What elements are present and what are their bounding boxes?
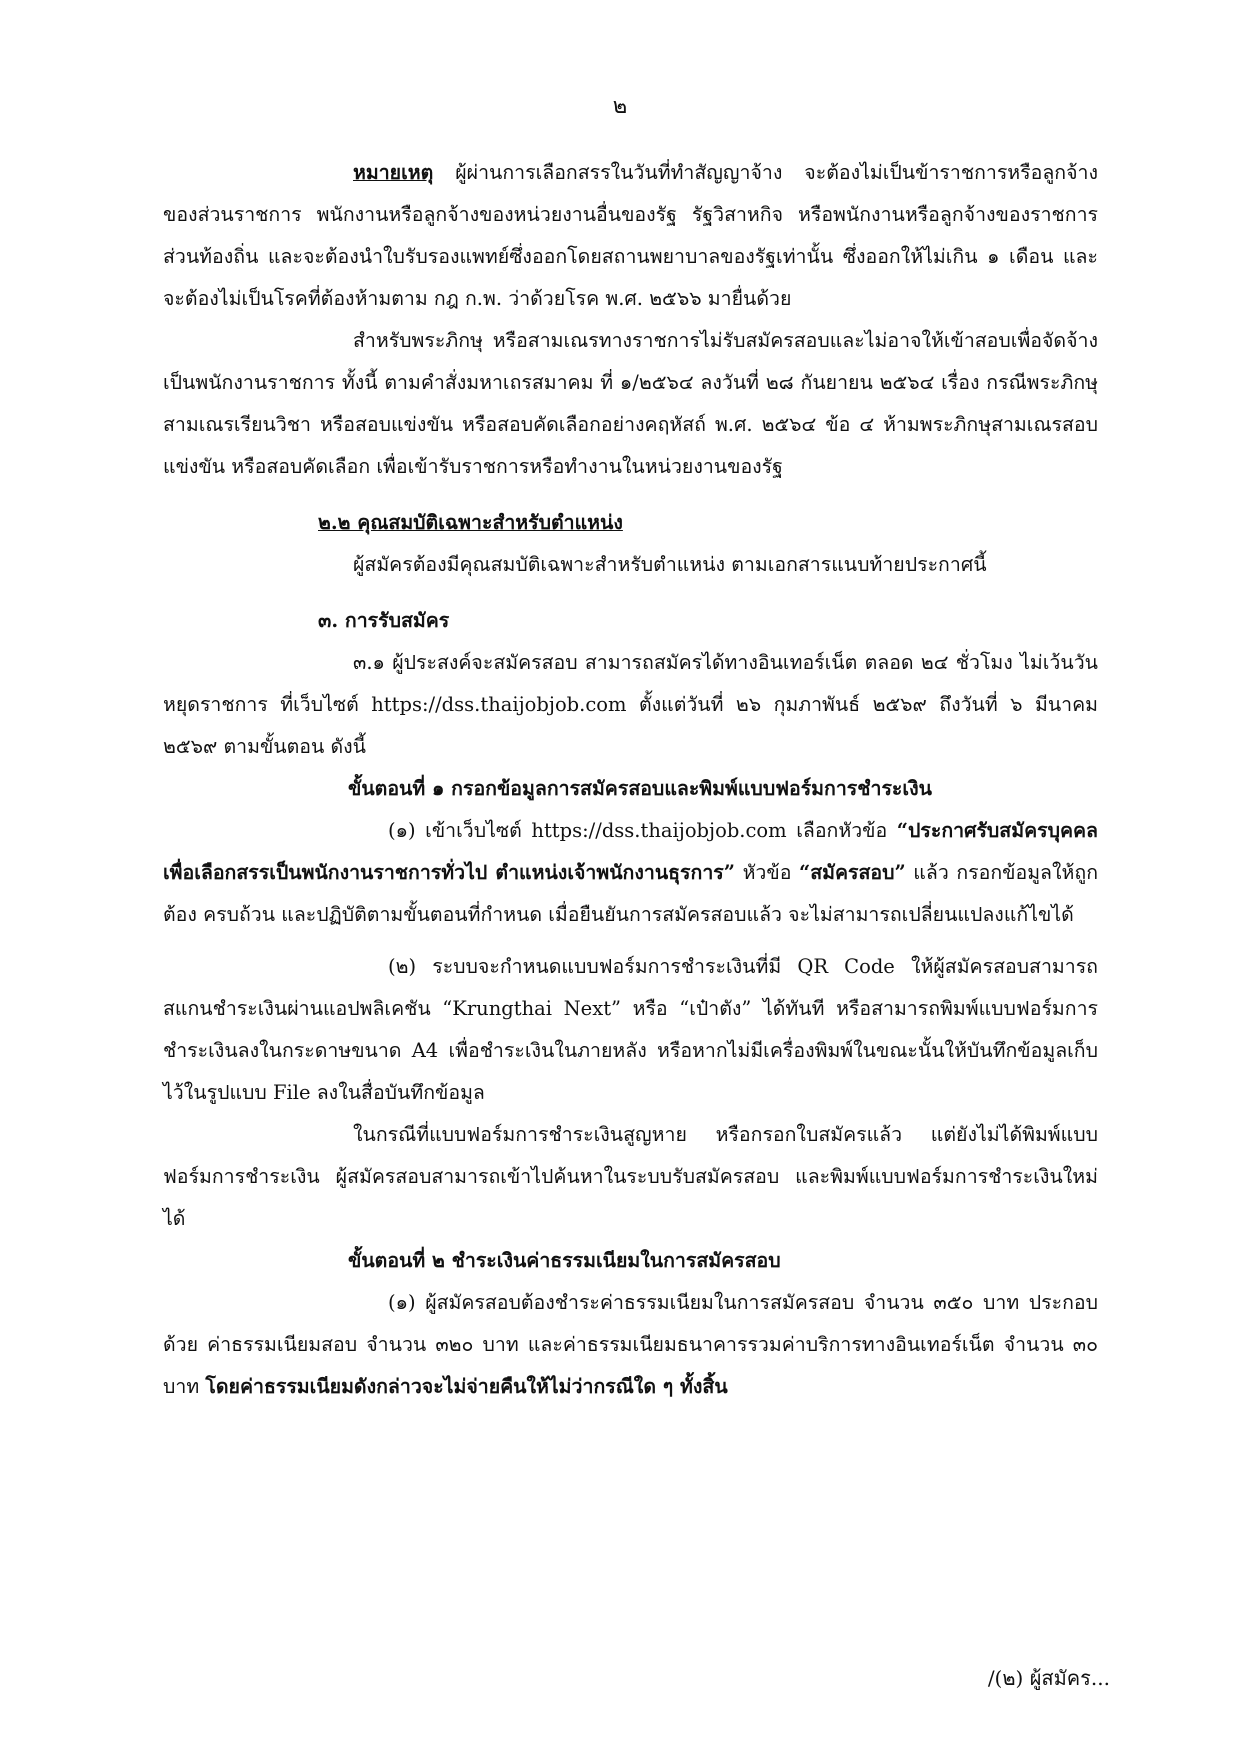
step-1-heading: ขั้นตอนที่ ๑ กรอกข้อมูลการสมัครสอบและพิมพ์แบบฟอร์มการชำระเงิน (348, 777, 932, 800)
step-2-item-1: (๑) ผู้สมัครสอบต้องชำระค่าธรรมเนียมในการสมัครสอบ จำนวน ๓๕๐ บาท ประกอบด้วย ค่าธรรมเนียมสอบ จำนวน ๓๒๐ บาท และค่าธรรมเนียมธนาคารรวมค่าบริการทางอินเทอร์เน็ต จำนวน ๓๐ บาท โดยค่าธรรมเนียมดังกล่าวจะไม่จ่ายคืนให้ไม่ว่ากรณีใด ๆ ทั้งสิ้น (163, 1291, 1098, 1398)
step-2-heading: ขั้นตอนที่ ๒ ชำระเงินค่าธรรมเนียมในการสมัครสอบ (348, 1249, 781, 1272)
step-1-item-1: (๑) เข้าเว็บไซต์ https://dss.thaijobjob.com เลือกหัวข้อ “ประกาศรับสมัครบุคคลเพื่อเลือกสรรเป็นพนักงานราชการทั่วไป ตำแหน่งเจ้าพนักงานธุรการ” หัวข้อ “สมัครสอบ” แล้ว กรอกข้อมูลให้ถูกต้อง ครบถ้วน และปฏิบัติตามขั้นตอนที่กำหนด เมื่อยืนยันการสมัครสอบแล้ว จะไม่สามารถเปลี่ยนแปลงแก้ไขได้ (163, 819, 1098, 926)
page-number: ๒ (612, 94, 628, 119)
section-2-2-heading: ๒.๒ คุณสมบัติเฉพาะสำหรับตำแหน่ง (318, 511, 623, 534)
section-3-heading: ๓. การรับสมัคร (318, 609, 450, 632)
note-paragraph (163, 152, 1098, 320)
note-text: ผู้ผ่านการเลือกสรรในวันที่ทำสัญญาจ้าง จะต้องไม่เป็นข้าราชการหรือลูกจ้างของส่วนราชการ พนักงานหรือลูกจ้างของหน่วยงานอื่นของรัฐ รัฐวิสาหกิจ หรือพนักงานหรือลูกจ้างของราชการส่วนท้องถิ่น และจะต้องนำใบรับรองแพทย์ซึ่งออกโดยสถานพยาบาลของรัฐเท่านั้น ซึ่งออกให้ไม่เกิน ๑ เดือน และจะต้องไม่เป็นโรคที่ต้องห้ามตาม กฎ ก.พ. ว่าด้วยโรค พ.ศ. ๒๕๖๖ มายื่นด้วย (163, 161, 1098, 310)
section-3-1-paragraph: ๓.๑ ผู้ประสงค์จะสมัครสอบ สามารถสมัครได้ทางอินเทอร์เน็ต ตลอด ๒๔ ชั่วโมง ไม่เว้นวันหยุดราชการ ที่เว็บไซต์ https://dss.thaijobjob.com ตั้งแต่วันที่ ๒๖ กุมภาพันธ์ ๒๕๖๙ ถึงวันที่ ๖ มีนาคม ๒๕๖๙ ตามขั้นตอน ดังนี้ (163, 651, 1098, 758)
monk-paragraph: สำหรับพระภิกษุ หรือสามเณรทางราชการไม่รับสมัครสอบและไม่อาจให้เข้าสอบเพื่อจัดจ้างเป็นพนักงานราชการ ทั้งนี้ ตามคำสั่งมหาเถรสมาคม ที่ ๑/๒๕๖๔ ลงวันที่ ๒๘ กันยายน ๒๕๖๔ เรื่อง กรณีพระภิกษุสามเณรเรียนวิชา หรือสอบแข่งขัน หรือสอบคัดเลือกอย่างคฤหัสถ์ พ.ศ. ๒๕๖๔ ข้อ ๔ ห้ามพระภิกษุสามเณรสอบแข่งขัน หรือสอบคัดเลือก เพื่อเข้ารับราชการหรือทำงานในหน่วยงานของรัฐ (163, 329, 1098, 478)
lost-form-paragraph: ในกรณีที่แบบฟอร์มการชำระเงินสูญหาย หรือกรอกใบสมัครแล้ว แต่ยังไม่ได้พิมพ์แบบฟอร์มการชำระเงิน ผู้สมัครสอบสามารถเข้าไปค้นหาในระบบรับสมัครสอบ และพิมพ์แบบฟอร์มการชำระเงินใหม่ได้ (163, 1123, 1098, 1230)
document-body (163, 152, 1098, 1408)
step-1-item-2: (๒) ระบบจะกำหนดแบบฟอร์มการชำระเงินที่มี QR Code ให้ผู้สมัครสอบสามารถสแกนชำระเงินผ่านแอปพลิเคชัน “Krungthai Next” หรือ “เป๋าตัง” ได้ทันที หรือสามารถพิมพ์แบบฟอร์มการชำระเงินลงในกระดาษขนาด A4 เพื่อชำระเงินในภายหลัง หรือหากไม่มีเครื่องพิมพ์ในขณะนั้นให้บันทึกข้อมูลเก็บไว้ในรูปแบบ File ลงในสื่อบันทึกข้อมูล (163, 955, 1098, 1104)
continuation-reference: /(๒) ผู้สมัคร... (987, 1666, 1110, 1690)
section-2-2-text: ผู้สมัครต้องมีคุณสมบัติเฉพาะสำหรับตำแหน่ง ตามเอกสารแนบท้ายประกาศนี้ (353, 553, 987, 576)
note-label: หมายเหตุ (353, 161, 434, 184)
